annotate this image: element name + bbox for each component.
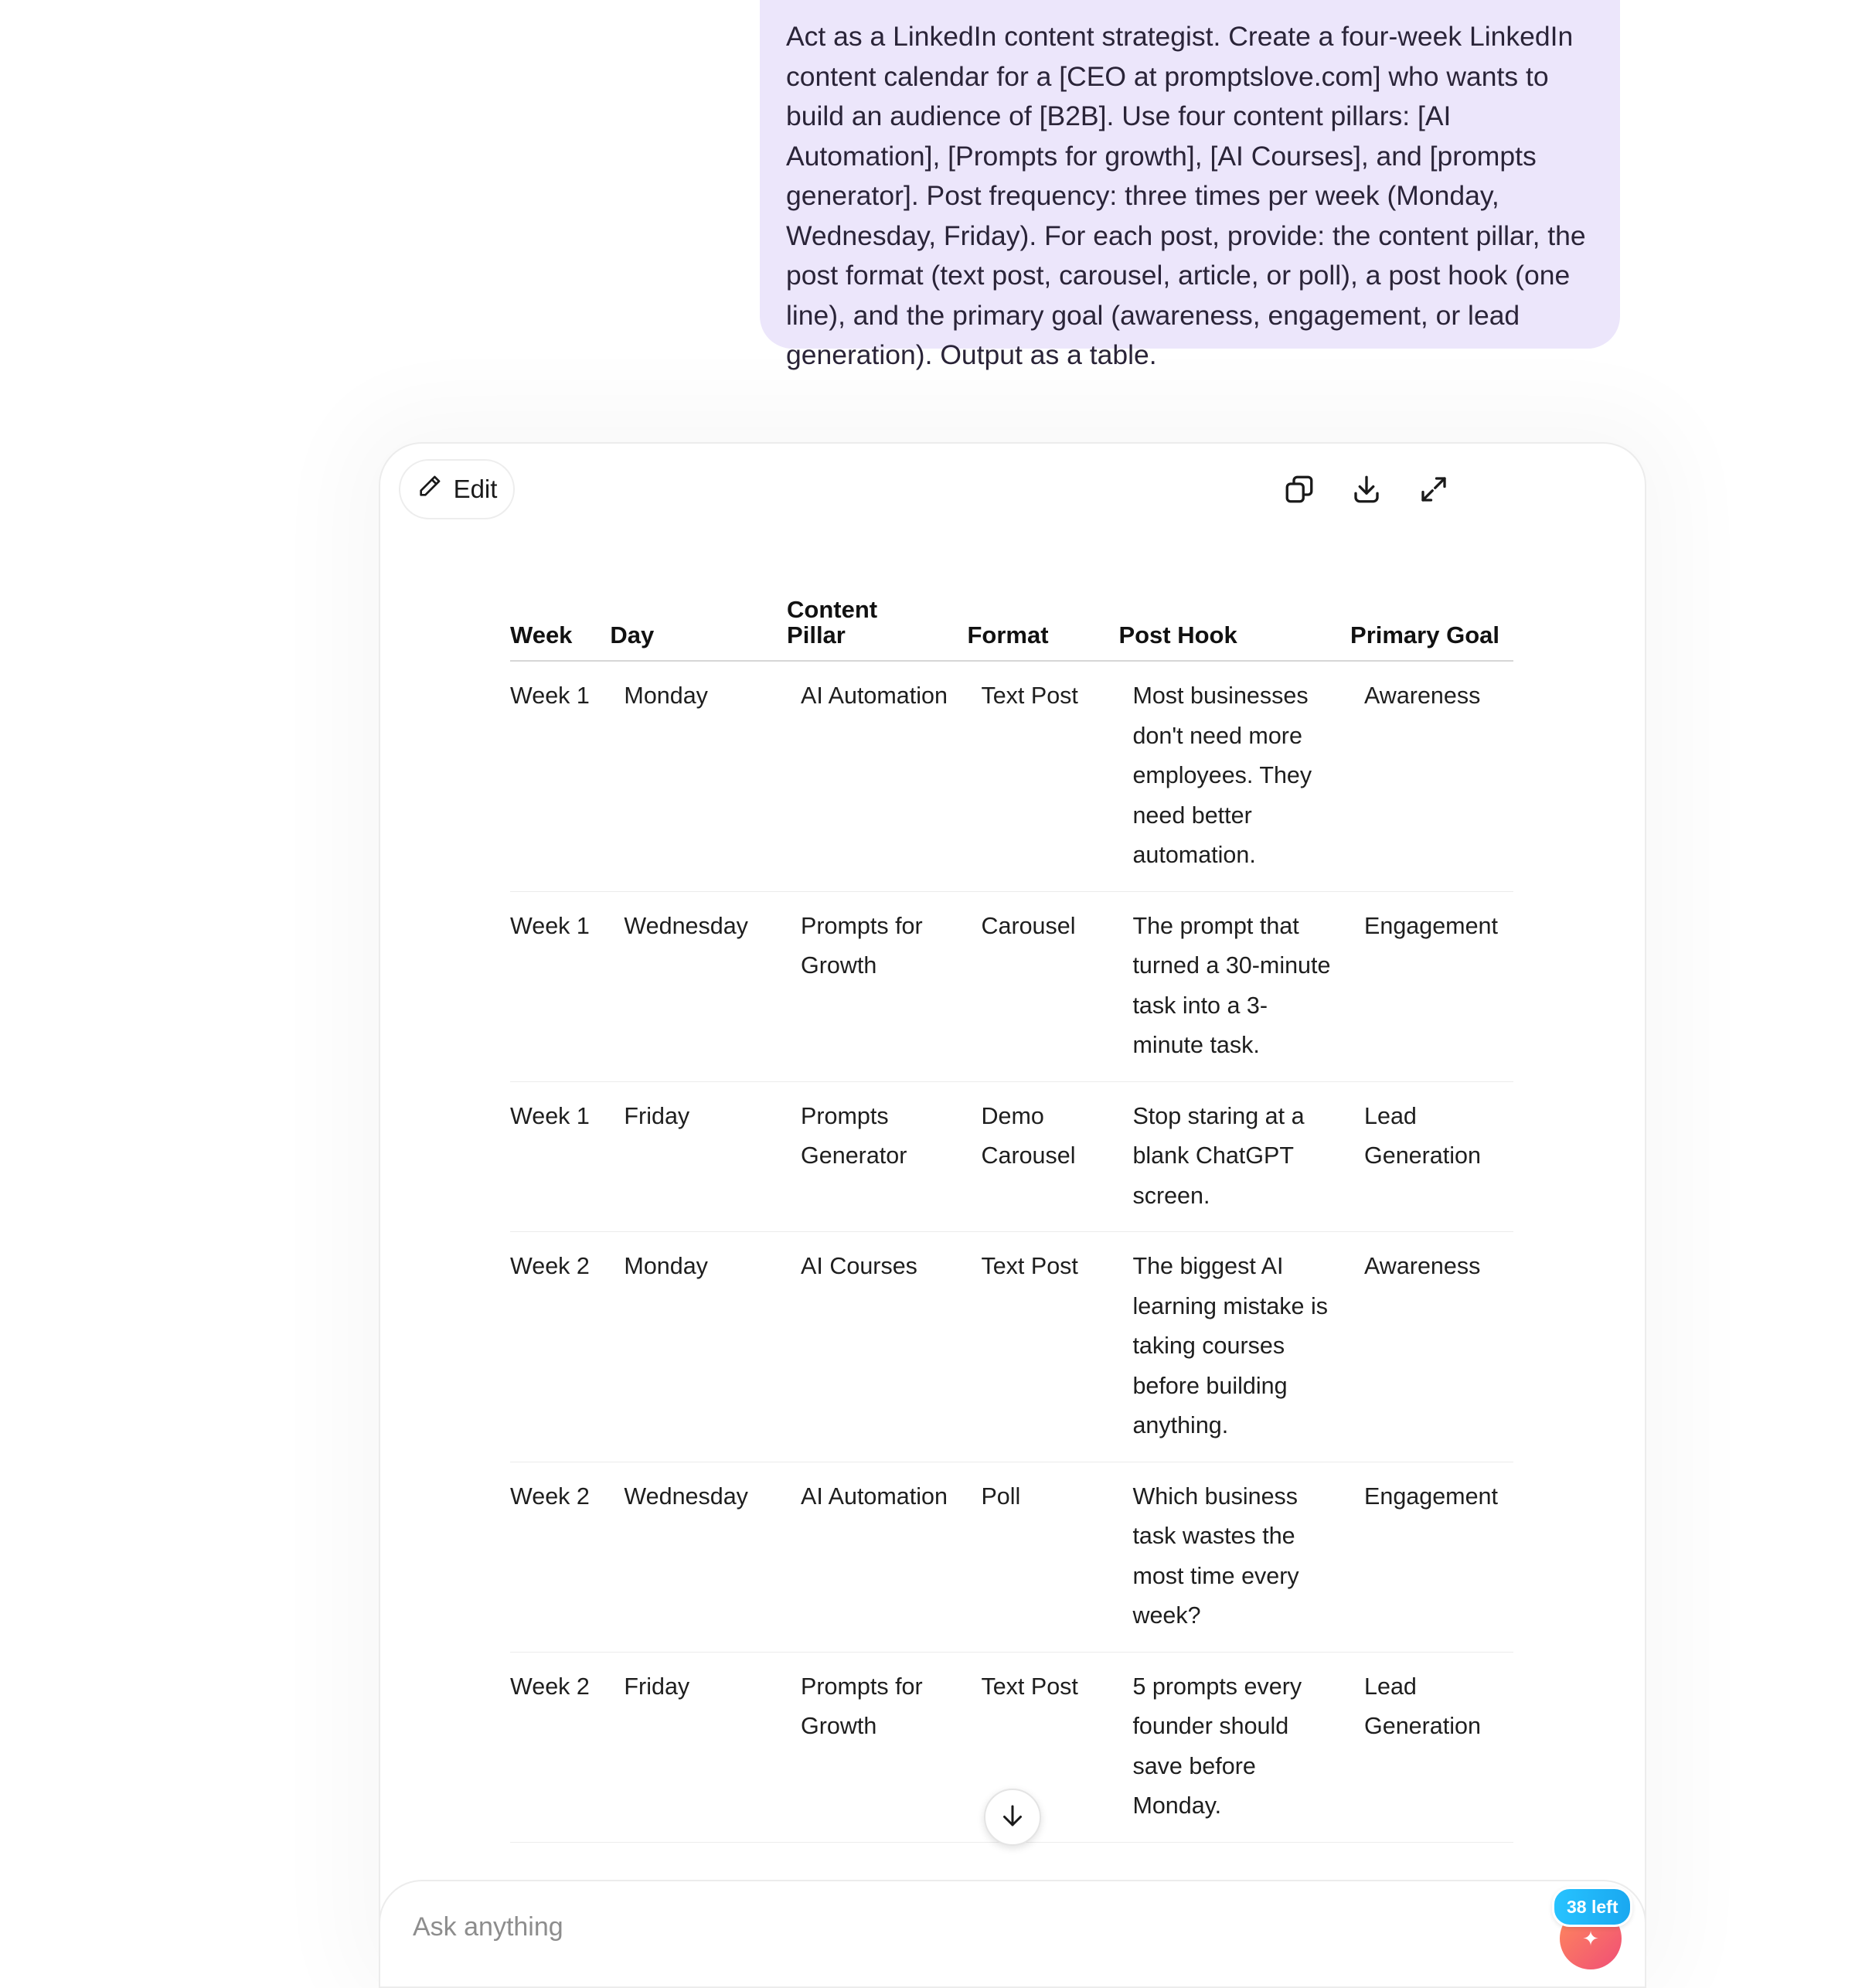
cell-format: Carousel — [967, 891, 1118, 1081]
edit-button[interactable] — [399, 459, 515, 519]
cell-day: Monday — [610, 1232, 787, 1462]
content-calendar-table — [510, 597, 1513, 1843]
cell-day: Wednesday — [610, 1462, 787, 1652]
header-content-pillar: Content Pillar — [787, 597, 967, 661]
cell-week: Week 2 — [510, 1232, 610, 1462]
user-message-bubble — [760, 0, 1620, 370]
cell-post-hook: 5 prompts every founder should save before Monday. — [1118, 1652, 1350, 1842]
table-row — [510, 1081, 1513, 1232]
cell-post-hook: Which business task wastes the most time every week? — [1118, 1462, 1350, 1652]
cell-primary-goal: Awareness — [1350, 661, 1513, 891]
table-header-row — [510, 597, 1513, 661]
cell-post-hook: The prompt that turned a 30-minute task into a 3-minute task. — [1118, 891, 1350, 1081]
pencil-icon — [417, 473, 443, 506]
copy-icon[interactable] — [1283, 473, 1316, 506]
header-format: Format — [967, 597, 1118, 661]
cell-day: Wednesday — [610, 891, 787, 1081]
download-icon[interactable] — [1350, 473, 1383, 506]
cell-post-hook: Most businesses don't need more employees. They need better automation. — [1118, 661, 1350, 891]
cell-primary-goal: Engagement — [1350, 1462, 1513, 1652]
cell-week: Week 1 — [510, 661, 610, 891]
cell-week: Week 2 — [510, 1462, 610, 1652]
arrow-down-icon — [999, 1802, 1026, 1833]
table-row — [510, 891, 1513, 1081]
scroll-to-bottom-button[interactable] — [984, 1789, 1041, 1846]
cell-content-pillar: Prompts for Growth — [787, 891, 967, 1081]
header-day: Day — [610, 597, 787, 661]
cell-format: Text Post — [967, 661, 1118, 891]
cell-format: Text Post — [967, 1652, 1118, 1842]
table-row — [510, 661, 1513, 891]
cell-content-pillar: AI Automation — [787, 661, 967, 891]
cell-primary-goal: Lead Generation — [1350, 1081, 1513, 1232]
cell-post-hook: The biggest AI learning mistake is taking courses before building anything. — [1118, 1232, 1350, 1462]
cell-week: Week 2 — [510, 1652, 610, 1842]
edit-button-label: Edit — [453, 475, 498, 503]
cell-week: Week 1 — [510, 891, 610, 1081]
cell-format: Demo Carousel — [967, 1081, 1118, 1232]
cell-day: Friday — [610, 1081, 787, 1232]
cell-format: Text Post — [967, 1232, 1118, 1462]
cell-day: Monday — [610, 661, 787, 891]
cell-primary-goal: Lead Generation — [1350, 1652, 1513, 1842]
chat-input-bar[interactable] — [379, 1880, 1646, 1988]
cell-week: Week 1 — [510, 1081, 610, 1232]
cell-day: Friday — [610, 1652, 787, 1842]
cell-format: Poll — [967, 1462, 1118, 1652]
table-row — [510, 1462, 1513, 1652]
remaining-count-badge: 38 left — [1552, 1887, 1632, 1927]
cell-content-pillar: Prompts for Growth — [787, 1652, 967, 1842]
header-week: Week — [510, 597, 610, 661]
header-primary-goal: Primary Goal — [1350, 597, 1513, 661]
cell-content-pillar: AI Automation — [787, 1462, 967, 1652]
header-post-hook: Post Hook — [1118, 597, 1350, 661]
cell-primary-goal: Engagement — [1350, 891, 1513, 1081]
sparkle-icon: ✦ — [1582, 1926, 1599, 1950]
chat-input-placeholder[interactable]: Ask anything — [413, 1912, 563, 1942]
table-row — [510, 1232, 1513, 1462]
cell-content-pillar: AI Courses — [787, 1232, 967, 1462]
cell-content-pillar: Prompts Generator — [787, 1081, 967, 1232]
cell-post-hook: Stop staring at a blank ChatGPT screen. — [1118, 1081, 1350, 1232]
expand-icon[interactable] — [1418, 473, 1450, 506]
cell-primary-goal: Awareness — [1350, 1232, 1513, 1462]
user-message-text: Act as a LinkedIn content strategist. Create a four-week LinkedIn content calendar for a [CEO at promptslove.com] who wants to build an audience of [B2B]. Use four content pillars: [AI Automation], [Prompts for growth], [AI Courses], and [prompts generator]. Post frequency: three times per week (Monday, Wednesday, Friday). For each post, provide: the content pillar, the post format (text post, carousel, article, or poll), a post hook (one line), and the primary goal (awareness, engagement, or lead generation). Output as a table. — [786, 21, 1586, 370]
canvas-panel — [379, 442, 1646, 1980]
